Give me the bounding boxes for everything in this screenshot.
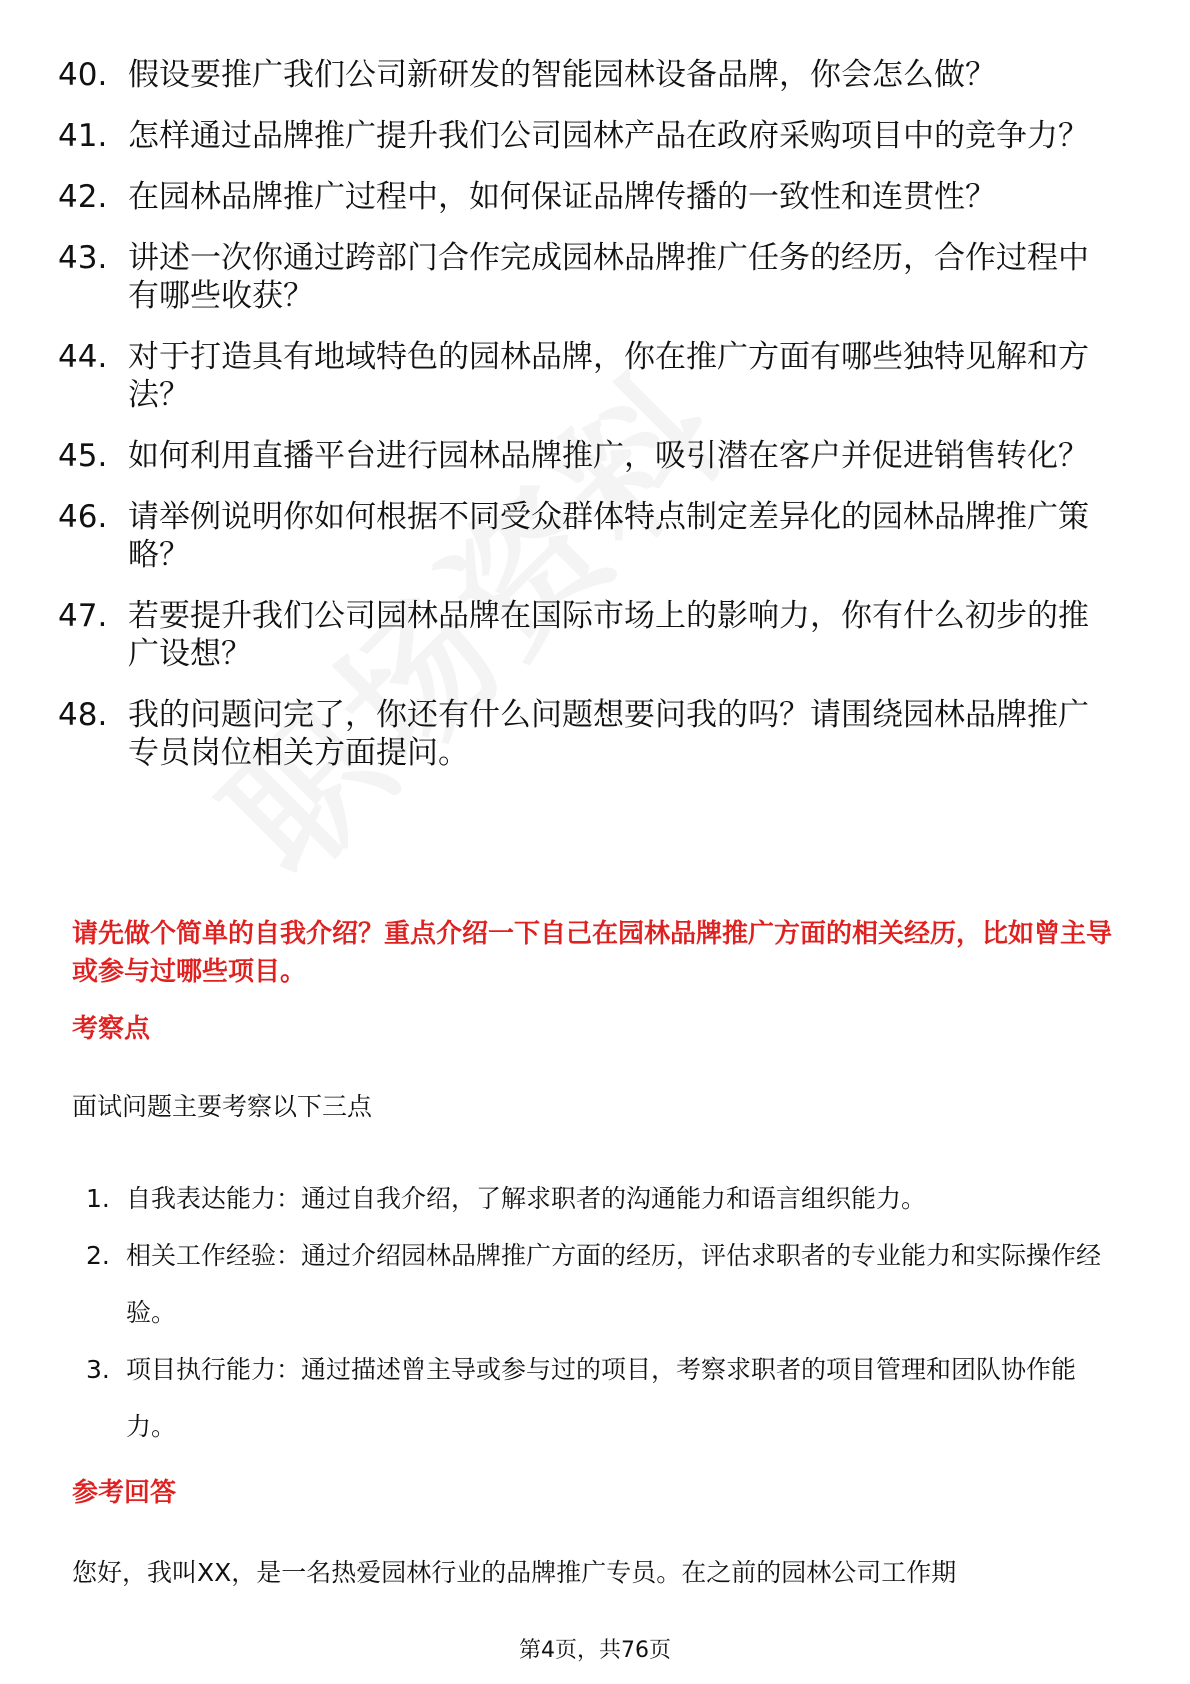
question-item [0, 597, 1118, 673]
point-number: 3. [86, 1355, 110, 1384]
question-list [0, 56, 1190, 795]
point-text: 项目执行能力：通过描述曾主导或参与过的项目，考察求职者的项目管理和团队协作能力。 [126, 1355, 1077, 1441]
question-item [0, 437, 1118, 475]
question-text: 我的问题问完了，你还有什么问题想要问我的吗？请围绕园林品牌推广专员岗位相关方面提问。 [128, 697, 1089, 771]
question-item [0, 239, 1118, 315]
assessment-intro: 面试问题主要考察以下三点 [72, 1092, 373, 1121]
question-text: 对于打造具有地域特色的园林品牌，你在推广方面有哪些独特见解和方法？ [128, 339, 1089, 413]
question-text: 请举例说明你如何根据不同受众群体特点制定差异化的园林品牌推广策略？ [128, 499, 1089, 573]
question-text: 怎样通过品牌推广提升我们公司园林产品在政府采购项目中的竞争力？ [128, 118, 1089, 154]
question-item [0, 498, 1118, 574]
reference-answer-heading: 参考回答 [72, 1478, 177, 1508]
point-text: 相关工作经验：通过介绍园林品牌推广方面的经历，评估求职者的专业能力和实际操作经验。 [126, 1241, 1102, 1327]
point-number: 1. [86, 1184, 110, 1213]
question-number: 47. [58, 598, 108, 634]
question-number: 48. [58, 697, 108, 733]
question-text: 假设要推广我们公司新研发的智能园林设备品牌，你会怎么做？ [128, 57, 996, 93]
assessment-heading: 考察点 [72, 1014, 151, 1044]
point-text: 自我表达能力：通过自我介绍，了解求职者的沟通能力和语言组织能力。 [126, 1184, 927, 1213]
question-item [0, 178, 1118, 216]
question-number: 43. [58, 240, 108, 276]
reference-answer-text: 您好，我叫XX，是一名热爱园林行业的品牌推广专员。在之前的园林公司工作期 [72, 1558, 957, 1587]
question-text: 若要提升我们公司园林品牌在国际市场上的影响力，你有什么初步的推广设想？ [128, 598, 1089, 672]
question-number: 40. [58, 57, 108, 93]
question-number: 44. [58, 339, 108, 375]
assessment-point [0, 1341, 1116, 1455]
page-indicator: 第4页，共76页 [519, 1638, 671, 1663]
question-number: 42. [58, 179, 108, 215]
highlighted-question: 请先做个简单的自我介绍？重点介绍一下自己在园林品牌推广方面的相关经历，比如曾主导或参与过哪些项目。 [72, 919, 1113, 987]
assessment-point [0, 1227, 1116, 1341]
question-item [0, 117, 1118, 155]
point-number: 2. [86, 1241, 110, 1270]
question-text: 讲述一次你通过跨部门合作完成园林品牌推广任务的经历，合作过程中有哪些收获？ [128, 240, 1089, 314]
question-item [0, 56, 1118, 94]
assessment-point-list [0, 1170, 1190, 1455]
assessment-point [0, 1170, 1116, 1227]
question-number: 46. [58, 499, 108, 535]
question-item [0, 696, 1118, 772]
question-number: 41. [58, 118, 108, 154]
question-text: 在园林品牌推广过程中，如何保证品牌传播的一致性和连贯性？ [128, 179, 996, 215]
question-item [0, 338, 1118, 414]
question-number: 45. [58, 438, 108, 474]
question-text: 如何利用直播平台进行园林品牌推广，吸引潜在客户并促进销售转化？ [128, 438, 1089, 474]
